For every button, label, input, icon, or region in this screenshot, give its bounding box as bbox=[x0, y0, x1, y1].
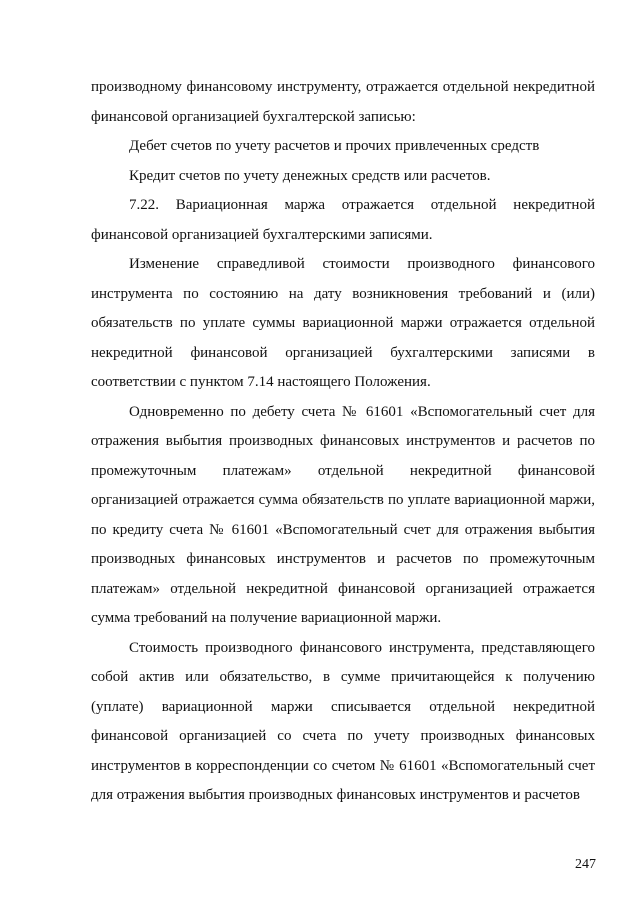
paragraph-credit-entry: Кредит счетов по учету денежных средств или расчетов. bbox=[129, 167, 491, 184]
paragraph-section-7-22: 7.22. Вариационная маржа отражается отдельной некредитной финансовой организацией бухгалтерскими записями. bbox=[91, 197, 595, 243]
paragraph-continuation: производному финансовому инструменту, отражается отдельной некредитной финансовой организацией бухгалтерской записью: bbox=[91, 79, 595, 125]
paragraph-instrument-value: Стоимость производного финансового инструмента, представляющего собой актив или обязательство, в сумме причитающейся к получению (уплате) вариационной маржи списывается отдельной некредитной финансовой организацией со счета по учету производных финансовых инструментов в корреспонденции со счетом № 61601 «Вспомогательный счет для отражения выбытия производных финансовых инструментов и расчетов bbox=[91, 639, 595, 803]
paragraph-account-61601: Одновременно по дебету счета № 61601 «Вспомогательный счет для отражения выбытия производных финансовых инструментов и расчетов по промежуточным платежам» отдельной некредитной финансовой организацией отражается сумма обязательств по уплате вариационной маржи, по кредиту счета № 61601 «Вспомогательный счет для отражения выбытия производных финансовых инструментов и расчетов по промежуточным платежам» отдельной некредитной финансовой организацией отражается сумма требований на получение вариационной маржи. bbox=[91, 403, 595, 626]
page-number: 247 bbox=[575, 857, 596, 872]
document-body bbox=[91, 73, 595, 811]
paragraph-fair-value-change: Изменение справедливой стоимости производного финансового инструмента по состоянию на дату возникновения требований и (или) обязательств по уплате суммы вариационной маржи отражается отдельной некредитной финансовой организацией бухгалтерскими записями в соответствии с пунктом 7.14 настоящего Положения. bbox=[91, 256, 595, 390]
paragraph-debit-entry: Дебет счетов по учету расчетов и прочих привлеченных средств bbox=[129, 138, 540, 154]
